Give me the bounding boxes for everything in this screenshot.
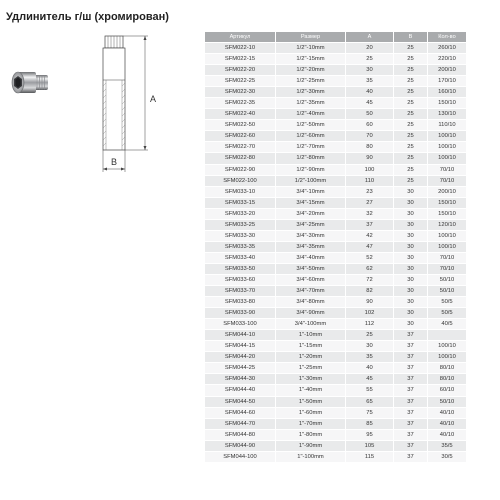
cell-qty bbox=[428, 330, 467, 341]
cell-qty: 100/10 bbox=[428, 142, 467, 153]
cell-article: SFM022-40 bbox=[205, 109, 276, 120]
cell-size: 1"-15mm bbox=[276, 341, 346, 352]
cell-a: 70 bbox=[346, 131, 394, 142]
cell-a: 90 bbox=[346, 153, 394, 164]
cell-a: 37 bbox=[346, 219, 394, 230]
cell-size: 1"-60mm bbox=[276, 407, 346, 418]
cell-size: 1"-10mm bbox=[276, 330, 346, 341]
cell-article: SFM033-20 bbox=[205, 208, 276, 219]
cell-a: 110 bbox=[346, 175, 394, 186]
cell-b: 30 bbox=[394, 263, 428, 274]
cell-size: 3/4"-40mm bbox=[276, 252, 346, 263]
table-row bbox=[205, 54, 467, 65]
table-row bbox=[205, 352, 467, 363]
cell-article: SFM033-60 bbox=[205, 274, 276, 285]
cell-qty: 40/10 bbox=[428, 429, 467, 440]
cell-size: 1"-40mm bbox=[276, 385, 346, 396]
cell-size: 3/4"-25mm bbox=[276, 219, 346, 230]
cell-article: SFM044-70 bbox=[205, 418, 276, 429]
cell-article: SFM033-15 bbox=[205, 197, 276, 208]
cell-size: 3/4"-90mm bbox=[276, 308, 346, 319]
cell-a: 25 bbox=[346, 330, 394, 341]
cell-article: SFM022-15 bbox=[205, 54, 276, 65]
table-row bbox=[205, 407, 467, 418]
cell-size: 3/4"-35mm bbox=[276, 241, 346, 252]
table-row bbox=[205, 109, 467, 120]
cell-size: 1/2"-35mm bbox=[276, 98, 346, 109]
cell-b: 37 bbox=[394, 385, 428, 396]
cell-b: 37 bbox=[394, 418, 428, 429]
cell-size: 1/2"-30mm bbox=[276, 87, 346, 98]
cell-a: 105 bbox=[346, 440, 394, 451]
cell-b: 37 bbox=[394, 396, 428, 407]
cell-article: SFM033-30 bbox=[205, 230, 276, 241]
table-row bbox=[205, 175, 467, 186]
table-row bbox=[205, 241, 467, 252]
cell-article: SFM033-10 bbox=[205, 186, 276, 197]
cell-qty: 40/10 bbox=[428, 407, 467, 418]
cell-article: SFM022-30 bbox=[205, 87, 276, 98]
cell-size: 1"-90mm bbox=[276, 440, 346, 451]
cell-qty: 50/10 bbox=[428, 286, 467, 297]
cell-b: 25 bbox=[394, 109, 428, 120]
table-row bbox=[205, 65, 467, 76]
table-row bbox=[205, 98, 467, 109]
cell-b: 30 bbox=[394, 252, 428, 263]
col-header-b: B bbox=[394, 32, 428, 43]
cell-article: SFM033-90 bbox=[205, 308, 276, 319]
cell-size: 1/2"-15mm bbox=[276, 54, 346, 65]
cell-article: SFM022-60 bbox=[205, 131, 276, 142]
cell-qty: 70/10 bbox=[428, 263, 467, 274]
cell-size: 3/4"-70mm bbox=[276, 286, 346, 297]
table-row bbox=[205, 142, 467, 153]
table-row bbox=[205, 252, 467, 263]
cell-size: 1"-70mm bbox=[276, 418, 346, 429]
cell-qty: 70/10 bbox=[428, 252, 467, 263]
cell-qty: 200/10 bbox=[428, 186, 467, 197]
cell-a: 45 bbox=[346, 98, 394, 109]
cell-a: 95 bbox=[346, 429, 394, 440]
cell-article: SFM022-25 bbox=[205, 76, 276, 87]
cell-a: 47 bbox=[346, 241, 394, 252]
cell-a: 50 bbox=[346, 109, 394, 120]
cell-qty: 100/10 bbox=[428, 131, 467, 142]
cell-article: SFM033-50 bbox=[205, 263, 276, 274]
table-row bbox=[205, 341, 467, 352]
cell-a: 60 bbox=[346, 120, 394, 131]
cell-b: 25 bbox=[394, 87, 428, 98]
cell-qty: 70/10 bbox=[428, 175, 467, 186]
cell-size: 1/2"-40mm bbox=[276, 109, 346, 120]
table-row bbox=[205, 153, 467, 164]
cell-article: SFM044-30 bbox=[205, 374, 276, 385]
table-row bbox=[205, 164, 467, 175]
cell-qty: 70/10 bbox=[428, 164, 467, 175]
cell-size: 3/4"-60mm bbox=[276, 274, 346, 285]
cell-b: 30 bbox=[394, 308, 428, 319]
cell-qty: 110/10 bbox=[428, 120, 467, 131]
table-row bbox=[205, 385, 467, 396]
cell-b: 37 bbox=[394, 374, 428, 385]
table-row bbox=[205, 76, 467, 87]
cell-size: 3/4"-100mm bbox=[276, 319, 346, 330]
cell-a: 40 bbox=[346, 87, 394, 98]
cell-size: 3/4"-30mm bbox=[276, 230, 346, 241]
cell-size: 3/4"-10mm bbox=[276, 186, 346, 197]
cell-size: 3/4"-20mm bbox=[276, 208, 346, 219]
table-row bbox=[205, 286, 467, 297]
cell-b: 30 bbox=[394, 241, 428, 252]
cell-article: SFM022-90 bbox=[205, 164, 276, 175]
cell-qty: 35/5 bbox=[428, 440, 467, 451]
cell-a: 35 bbox=[346, 352, 394, 363]
table-row bbox=[205, 131, 467, 142]
cell-qty: 160/10 bbox=[428, 87, 467, 98]
table-body bbox=[205, 43, 467, 463]
cell-article: SFM033-25 bbox=[205, 219, 276, 230]
dimension-a-label: A bbox=[150, 94, 157, 104]
cell-size: 1"-50mm bbox=[276, 396, 346, 407]
cell-article: SFM022-20 bbox=[205, 65, 276, 76]
cell-b: 30 bbox=[394, 319, 428, 330]
cell-qty: 40/5 bbox=[428, 319, 467, 330]
col-header-article: Артикул bbox=[205, 32, 276, 43]
table-row bbox=[205, 87, 467, 98]
cell-article: SFM044-90 bbox=[205, 440, 276, 451]
cell-article: SFM022-100 bbox=[205, 175, 276, 186]
cell-article: SFM044-50 bbox=[205, 396, 276, 407]
cell-a: 23 bbox=[346, 186, 394, 197]
cell-article: SFM044-80 bbox=[205, 429, 276, 440]
cell-b: 25 bbox=[394, 98, 428, 109]
table-row bbox=[205, 429, 467, 440]
cell-qty: 100/10 bbox=[428, 341, 467, 352]
cell-a: 102 bbox=[346, 308, 394, 319]
cell-a: 90 bbox=[346, 297, 394, 308]
table-row bbox=[205, 186, 467, 197]
cell-b: 25 bbox=[394, 43, 428, 54]
cell-qty: 80/10 bbox=[428, 363, 467, 374]
cell-qty: 130/10 bbox=[428, 109, 467, 120]
cell-size: 3/4"-80mm bbox=[276, 297, 346, 308]
cell-article: SFM022-80 bbox=[205, 153, 276, 164]
cell-a: 45 bbox=[346, 374, 394, 385]
table-row bbox=[205, 374, 467, 385]
cell-article: SFM022-35 bbox=[205, 98, 276, 109]
cell-b: 25 bbox=[394, 142, 428, 153]
cell-article: SFM033-100 bbox=[205, 319, 276, 330]
cell-qty: 100/10 bbox=[428, 352, 467, 363]
table-row bbox=[205, 297, 467, 308]
cell-b: 25 bbox=[394, 120, 428, 131]
cell-a: 72 bbox=[346, 274, 394, 285]
cell-qty: 50/10 bbox=[428, 274, 467, 285]
cell-a: 80 bbox=[346, 142, 394, 153]
table-row bbox=[205, 330, 467, 341]
table-row bbox=[205, 120, 467, 131]
cell-article: SFM033-40 bbox=[205, 252, 276, 263]
cell-b: 37 bbox=[394, 330, 428, 341]
table-row bbox=[205, 230, 467, 241]
cell-b: 37 bbox=[394, 352, 428, 363]
cell-size: 1/2"-10mm bbox=[276, 43, 346, 54]
cell-b: 37 bbox=[394, 341, 428, 352]
cell-b: 25 bbox=[394, 164, 428, 175]
cell-size: 1"-20mm bbox=[276, 352, 346, 363]
cell-qty: 220/10 bbox=[428, 54, 467, 65]
col-header-size: Размер bbox=[276, 32, 346, 43]
spec-table bbox=[204, 31, 467, 463]
cell-size: 3/4"-50mm bbox=[276, 263, 346, 274]
cell-b: 30 bbox=[394, 219, 428, 230]
cell-size: 1"-25mm bbox=[276, 363, 346, 374]
cell-article: SFM044-40 bbox=[205, 385, 276, 396]
dimension-drawing bbox=[100, 28, 172, 178]
cell-article: SFM033-35 bbox=[205, 241, 276, 252]
cell-size: 1/2"-70mm bbox=[276, 142, 346, 153]
cell-b: 25 bbox=[394, 65, 428, 76]
cell-article: SFM033-80 bbox=[205, 297, 276, 308]
table-row bbox=[205, 263, 467, 274]
table-row bbox=[205, 274, 467, 285]
cell-size: 1/2"-90mm bbox=[276, 164, 346, 175]
cell-article: SFM022-50 bbox=[205, 120, 276, 131]
cell-qty: 100/10 bbox=[428, 230, 467, 241]
cell-b: 25 bbox=[394, 131, 428, 142]
cell-qty: 150/10 bbox=[428, 197, 467, 208]
cell-b: 30 bbox=[394, 297, 428, 308]
cell-a: 62 bbox=[346, 263, 394, 274]
cell-qty: 50/5 bbox=[428, 308, 467, 319]
cell-a: 32 bbox=[346, 208, 394, 219]
cell-qty: 100/10 bbox=[428, 241, 467, 252]
table-row bbox=[205, 308, 467, 319]
cell-article: SFM044-100 bbox=[205, 451, 276, 462]
cell-a: 112 bbox=[346, 319, 394, 330]
table-row bbox=[205, 440, 467, 451]
cell-article: SFM044-10 bbox=[205, 330, 276, 341]
cell-qty: 80/10 bbox=[428, 374, 467, 385]
col-header-qty: Кол-во bbox=[428, 32, 467, 43]
cell-size: 1"-30mm bbox=[276, 374, 346, 385]
cell-size: 3/4"-15mm bbox=[276, 197, 346, 208]
cell-size: 1/2"-20mm bbox=[276, 65, 346, 76]
cell-b: 37 bbox=[394, 429, 428, 440]
cell-qty: 40/10 bbox=[428, 418, 467, 429]
cell-b: 37 bbox=[394, 440, 428, 451]
cell-a: 85 bbox=[346, 418, 394, 429]
cell-qty: 150/10 bbox=[428, 208, 467, 219]
cell-size: 1"-80mm bbox=[276, 429, 346, 440]
cell-a: 27 bbox=[346, 197, 394, 208]
cell-b: 30 bbox=[394, 208, 428, 219]
cell-article: SFM033-70 bbox=[205, 286, 276, 297]
cell-article: SFM044-15 bbox=[205, 341, 276, 352]
cell-b: 37 bbox=[394, 451, 428, 462]
table-row bbox=[205, 219, 467, 230]
cell-b: 30 bbox=[394, 186, 428, 197]
cell-a: 40 bbox=[346, 363, 394, 374]
table-row bbox=[205, 418, 467, 429]
cell-a: 30 bbox=[346, 341, 394, 352]
table-row bbox=[205, 197, 467, 208]
cell-article: SFM044-20 bbox=[205, 352, 276, 363]
cell-b: 30 bbox=[394, 286, 428, 297]
table-row bbox=[205, 451, 467, 462]
table-row bbox=[205, 43, 467, 54]
cell-a: 115 bbox=[346, 451, 394, 462]
product-photo bbox=[8, 62, 52, 106]
cell-size: 1"-100mm bbox=[276, 451, 346, 462]
cell-b: 25 bbox=[394, 175, 428, 186]
table-row bbox=[205, 208, 467, 219]
cell-qty: 30/5 bbox=[428, 451, 467, 462]
cell-a: 20 bbox=[346, 43, 394, 54]
cell-qty: 100/10 bbox=[428, 153, 467, 164]
cell-qty: 150/10 bbox=[428, 98, 467, 109]
table-header-row bbox=[205, 32, 467, 43]
dimension-b-label: B bbox=[111, 157, 118, 167]
cell-qty: 170/10 bbox=[428, 76, 467, 87]
cell-b: 25 bbox=[394, 76, 428, 87]
cell-size: 1/2"-60mm bbox=[276, 131, 346, 142]
cell-b: 30 bbox=[394, 197, 428, 208]
cell-a: 25 bbox=[346, 54, 394, 65]
cell-size: 1/2"-25mm bbox=[276, 76, 346, 87]
cell-a: 82 bbox=[346, 286, 394, 297]
cell-a: 75 bbox=[346, 407, 394, 418]
cell-b: 25 bbox=[394, 153, 428, 164]
page-title: Удлинитель г/ш (хромирован) bbox=[6, 11, 169, 23]
cell-a: 35 bbox=[346, 76, 394, 87]
cell-size: 1/2"-100mm bbox=[276, 175, 346, 186]
cell-a: 55 bbox=[346, 385, 394, 396]
cell-qty: 50/10 bbox=[428, 396, 467, 407]
cell-a: 42 bbox=[346, 230, 394, 241]
cell-a: 100 bbox=[346, 164, 394, 175]
cell-qty: 260/10 bbox=[428, 43, 467, 54]
col-header-a: A bbox=[346, 32, 394, 43]
cell-qty: 200/10 bbox=[428, 65, 467, 76]
cell-b: 37 bbox=[394, 363, 428, 374]
table-row bbox=[205, 363, 467, 374]
cell-qty: 50/5 bbox=[428, 297, 467, 308]
cell-qty: 60/10 bbox=[428, 385, 467, 396]
cell-a: 52 bbox=[346, 252, 394, 263]
cell-a: 30 bbox=[346, 65, 394, 76]
cell-a: 65 bbox=[346, 396, 394, 407]
cell-article: SFM044-60 bbox=[205, 407, 276, 418]
cell-b: 25 bbox=[394, 54, 428, 65]
table-row bbox=[205, 396, 467, 407]
table-row bbox=[205, 319, 467, 330]
cell-b: 30 bbox=[394, 230, 428, 241]
cell-size: 1/2"-80mm bbox=[276, 153, 346, 164]
cell-qty: 120/10 bbox=[428, 219, 467, 230]
cell-size: 1/2"-50mm bbox=[276, 120, 346, 131]
cell-article: SFM022-70 bbox=[205, 142, 276, 153]
cell-b: 30 bbox=[394, 274, 428, 285]
cell-article: SFM022-10 bbox=[205, 43, 276, 54]
cell-article: SFM044-25 bbox=[205, 363, 276, 374]
cell-b: 37 bbox=[394, 407, 428, 418]
